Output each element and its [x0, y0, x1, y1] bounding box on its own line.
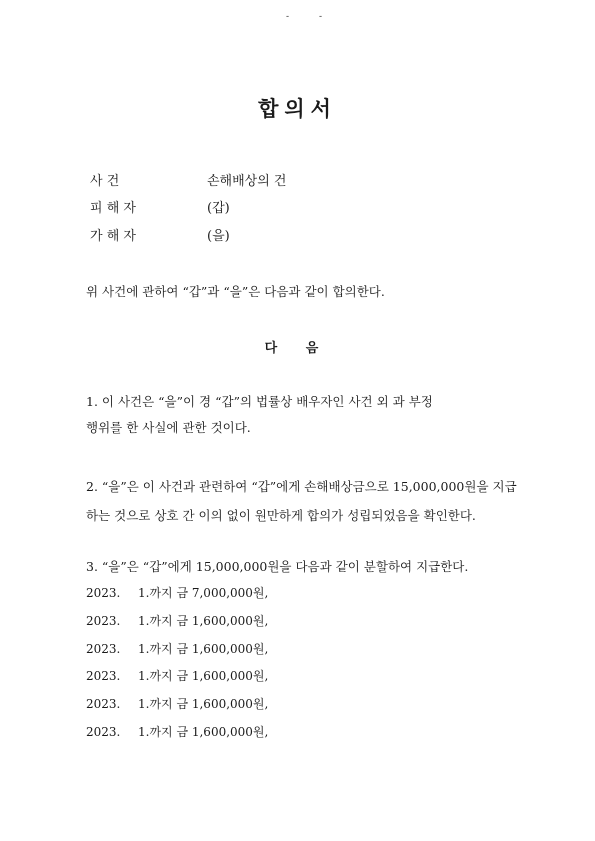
- section-heading: 다 음: [264, 341, 331, 356]
- payment-desc: 1.까지 금 7,000,000원,: [138, 586, 269, 600]
- payment-year: 2023.: [86, 614, 121, 628]
- payment-desc: 1.까지 금 1,600,000원,: [138, 669, 269, 683]
- victim-value: (갑): [207, 201, 230, 216]
- document-title: 합의서: [258, 97, 337, 121]
- payment-row: [86, 584, 268, 601]
- payment-desc: 1.까지 금 1,600,000원,: [138, 642, 269, 656]
- offender-value: (을): [207, 229, 230, 244]
- case-value: 손해배상의 건: [207, 174, 287, 189]
- payment-row: [86, 667, 268, 684]
- payment-year: 2023.: [86, 697, 121, 711]
- payment-desc: 1.까지 금 1,600,000원,: [138, 697, 269, 711]
- payment-year: 2023.: [86, 642, 121, 656]
- clause-1-line-1: 1. 이 사건은 “을”이 경 “갑”의 법률상 배우자인 사건 외 과 부정: [86, 394, 433, 409]
- case-label: 사 건: [90, 174, 120, 189]
- payment-row: [86, 723, 268, 740]
- offender-label: 가 해 자: [90, 229, 136, 244]
- scan-mark-right: -: [319, 12, 323, 22]
- payment-year: 2023.: [86, 586, 121, 600]
- clause-2-line-1: 2. “을”은 이 사건과 관련하여 “갑”에게 손해배상금으로 15,000,000원을 지급: [86, 479, 517, 494]
- payment-row: [86, 612, 268, 629]
- intro-text: 위 사건에 관하여 “갑”과 “을”은 다음과 같이 합의한다.: [86, 284, 385, 299]
- payment-desc: 1.까지 금 1,600,000원,: [138, 725, 269, 739]
- scan-mark-left: -: [286, 12, 290, 22]
- clause-3-line-1: 3. “을”은 “갑”에게 15,000,000원을 다음과 같이 분할하여 지급한다.: [86, 559, 469, 574]
- victim-label: 피 해 자: [90, 201, 136, 216]
- payment-row: [86, 640, 268, 657]
- clause-2-line-2: 하는 것으로 상호 간 이의 없이 원만하게 합의가 성립되었음을 확인한다.: [86, 508, 476, 523]
- clause-1-line-2: 행위를 한 사실에 관한 것이다.: [86, 420, 251, 435]
- payment-row: [86, 695, 268, 712]
- payment-desc: 1.까지 금 1,600,000원,: [138, 614, 269, 628]
- payment-year: 2023.: [86, 669, 121, 683]
- payment-year: 2023.: [86, 725, 121, 739]
